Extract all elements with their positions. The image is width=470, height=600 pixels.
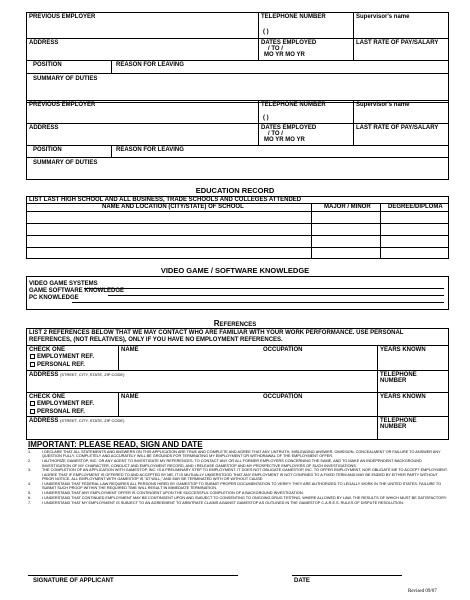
legal-item (28, 496, 448, 500)
legal-item-number: 6. (28, 496, 32, 501)
legal-item-text: I UNDERSTAND THAT MY EMPLOYMENT IS SUBJECT TO AN AGREEMENT TO ARBITRATE CLAIMS AGAINST GAMESTOP AS OUTLINED IN THE GAMESTOP C.A.R.E.S. RULES OF DISPUTE RESOLUTION. (42, 500, 404, 505)
legal-item-number: 4. (28, 482, 32, 487)
date-label: DATE (294, 578, 310, 584)
legal-item (28, 450, 448, 459)
position-label: POSITION (33, 62, 62, 68)
dates-employed-label: DATES EMPLOYED (261, 40, 317, 46)
position-label: POSITION (33, 147, 62, 153)
summary-of-duties-label: SUMMARY OF DUTIES (33, 160, 98, 166)
checkbox-box[interactable] (30, 362, 35, 367)
legal-item-text: I AUTHORIZE GAMESTOP, INC. OR ANY AGENT TO INVESTIGATE MY REFERENCES, TO CONTACT ANY OR ALL FORMER EMPLOYERS CONCERNING THE SAME, AND TO MAKE AN INDEPENDENT BACKGROUND INVESTIGATION OF MY CHARACTER, CONDUCT AND EMPLOYMENT RECORD, AND I RELEASE GAMESTOP AND MY PROSPECTIVE EMPLOYERS OF SUCH INVESTIGATIONS. (42, 459, 422, 468)
legal-item-text: I UNDERSTAND THAT FEDERAL LAW REQUIRES ALL PERSONS HIRED BY GAMESTOP TO SUBMIT PROPER DOCUMENTATION TO VERIFY THEY ARE AUTHORIZED TO LEGALLY WORK IN THE UNITED STATES. FAILURE TO SUBMIT SUCH PROOF WITHIN THE REQUIRED TIME WILL RESULT IN IMMEDIATE TERMINATION. (42, 482, 442, 491)
ref-address-label (29, 418, 124, 425)
personal-ref-checkbox[interactable] (30, 409, 85, 416)
previous-employer-label: PREVIOUS EMPLOYER (29, 14, 96, 20)
signature-line[interactable] (28, 575, 238, 576)
legal-item (28, 491, 448, 495)
employment-ref-label: EMPLOYMENT REF. (37, 401, 95, 407)
legal-item (28, 468, 448, 481)
legal-item-number: 5. (28, 491, 32, 496)
legal-item (28, 459, 448, 468)
major-minor-header: MAJOR / MINOR (324, 204, 371, 210)
legal-item (28, 501, 448, 505)
ref-occupation-label: OCCUPATION (263, 347, 303, 353)
employer-1-frame (26, 12, 449, 103)
last-rate-label: LAST RATE OF PAY/SALARY (356, 125, 439, 131)
legal-item (28, 482, 448, 491)
legal-terms-list (28, 450, 448, 506)
pc-knowledge-label: PC KNOWLEDGE (29, 295, 79, 301)
reason-for-leaving-label: REASON FOR LEAVING (116, 62, 184, 68)
summary-of-duties-label: SUMMARY OF DUTIES (33, 76, 98, 82)
address-hint: (STREET, CITY, STATE, ZIP CODE) (60, 372, 125, 377)
ref-occupation-label: OCCUPATION (263, 394, 303, 400)
check-one-label: CHECK ONE (29, 347, 66, 353)
employment-ref-label: EMPLOYMENT REF. (37, 354, 95, 360)
ref-number-label: NUMBER (380, 378, 407, 384)
dates-to-label: / TO / (268, 131, 283, 137)
employer-2-frame (26, 100, 449, 180)
telephone-number-label: TELEPHONE NUMBER (261, 14, 326, 20)
checkbox-box[interactable] (30, 401, 35, 406)
ref-telephone-label: TELEPHONE (380, 372, 417, 378)
references-title: References (213, 319, 257, 328)
ref-name-label: NAME (121, 347, 139, 353)
ref-number-label: NUMBER (380, 424, 407, 430)
employment-ref-checkbox[interactable] (30, 401, 94, 408)
personal-ref-label: PERSONAL REF. (37, 409, 85, 415)
address-label: ADDRESS (29, 40, 59, 46)
phone-parens: ( ) (263, 29, 269, 35)
mo-yr-label: MO YR MO YR (264, 137, 305, 143)
video-game-systems-label: VIDEO GAME SYSTEMS (29, 281, 98, 287)
personal-ref-checkbox[interactable] (30, 362, 85, 369)
legal-item-text: I UNDERSTAND THAT ANY EMPLOYMENT OFFER IS CONTINGENT UPON THE SUCCESSFUL COMPLETION OF A BACKGROUND INVESTIGATION. (42, 491, 304, 496)
check-one-label: CHECK ONE (29, 394, 66, 400)
legal-item-text: I UNDERSTAND THAT CONTINUED EMPLOYMENT MAY BE CONTINGENT UPON AND SUBJECT TO CONSENTING TO ONGOING DRUG TESTING, WHERE ALLOWED BY LAW, THE RESULTS OF WHICH MUST BE SATISFACTORY. (42, 496, 447, 501)
legal-item-number: 3. (28, 468, 32, 473)
ref-name-label: NAME (121, 394, 139, 400)
references-instruction: LIST 2 REFERENCES BELOW THAT WE MAY CONTACT WHO ARE FAMILIAR WITH YOUR WORK PERFORMANCE. USE PERSONAL REFERENCES, (NOT RELATIVES), ONLY IF YOU HAVE NO EMPLOYMENT REFERENCES. (29, 330, 404, 343)
address-hint: (STREET, CITY, STATE, ZIP CODE) (60, 418, 125, 423)
education-instruction: LIST LAST HIGH SCHOOL AND ALL BUSINESS, TRADE SCHOOLS AND COLLEGES ATTENDED (29, 197, 302, 203)
legal-item-number: 1. (28, 450, 32, 454)
address-label: ADDRESS (29, 125, 59, 131)
mo-yr-label: MO YR MO YR (264, 52, 305, 58)
supervisor-name-label: Supervisor's name (356, 102, 410, 108)
ref-years-known-label: YEARS KNOWN (380, 347, 426, 353)
legal-item-text: I DECLARE THAT ALL STATEMENTS AND ANSWERS ON THIS APPLICATION ARE TRUE AND COMPLETE AND AGREE THAT ANY UNTRUTH, MISLEADING ANSWER, OMISSION, CONCEALMENT OR FAILURE TO ANSWER ANY QUESTION FULLY, COMPLETELY AND ACCURATELY WILL BE GROUNDS FOR TERMINATING MY EMPLOYMENT OR WITHDRAWAL OF THE EMPLOYMENT OFFER. (42, 450, 441, 459)
legal-item-number: 2. (28, 459, 32, 464)
address-text: ADDRESS (29, 418, 59, 424)
checkbox-box[interactable] (30, 409, 35, 414)
degree-diploma-header: DEGREE/DIPLOMA (388, 204, 443, 210)
reason-for-leaving-label: REASON FOR LEAVING (116, 147, 184, 153)
dates-to-label: / TO / (268, 46, 283, 52)
phone-parens: ( ) (263, 115, 269, 121)
signature-of-applicant-label: SIGNATURE OF APPLICANT (33, 578, 114, 584)
previous-employer-label: PREVIOUS EMPLOYER (29, 102, 96, 108)
important-title: IMPORTANT: PLEASE READ, SIGN AND DATE (28, 440, 203, 449)
ref-telephone-label: TELEPHONE (380, 418, 417, 424)
supervisor-name-label: Supervisor's name (356, 14, 410, 20)
legal-item-number: 7. (28, 500, 32, 505)
school-name-header: NAME AND LOCATION (CITY/STATE) OF SCHOOL (102, 204, 244, 210)
ref-years-known-label: YEARS KNOWN (380, 394, 426, 400)
checkbox-box[interactable] (30, 354, 35, 359)
employment-ref-checkbox[interactable] (30, 354, 94, 361)
education-title: EDUCATION RECORD (195, 186, 275, 195)
revised-date: Revised 09/07 (408, 589, 437, 594)
dates-employed-label: DATES EMPLOYED (261, 125, 317, 131)
ref-address-label (29, 372, 124, 379)
telephone-number-label: TELEPHONE NUMBER (261, 102, 326, 108)
last-rate-label: LAST RATE OF PAY/SALARY (356, 40, 439, 46)
legal-item-text: THE COMPLETION OF AN APPLICATION WITH GAMESTOP, INC. IS A PRELIMINARY STEP TO EMPLOYMENT. IT DOES NOT OBLIGATE GAMESTOP, INC. TO OFFER EMPLOYMENT, NOR OBLIGATE ME TO ACCEPT EMPLOYMENT. I AGREE THAT IF EMPLOYMENT IS OFFERED TO AND ACCEPTED BY ME, IT IS MUTUALLY UNDERSTOOD THAT ANY EMPLOYMENT IS NOT CONFINED TO A FIXED TERM AND MAY BE ENDED BY EITHER PARTY WITHOUT PRIOR NOTICE. ALL EMPLOYMENT WITH GAMESTOP IS "AT WILL," AND MAY BE TERMINATED WITH OR WITHOUT CAUSE. (42, 468, 448, 482)
video-game-title: VIDEO GAME / SOFTWARE KNOWLEDGE (160, 266, 310, 275)
game-software-label: GAME SOFTWARE KNOWLEDGE (29, 288, 124, 294)
address-text: ADDRESS (29, 372, 59, 378)
date-line[interactable] (292, 575, 402, 576)
personal-ref-label: PERSONAL REF. (37, 362, 85, 368)
